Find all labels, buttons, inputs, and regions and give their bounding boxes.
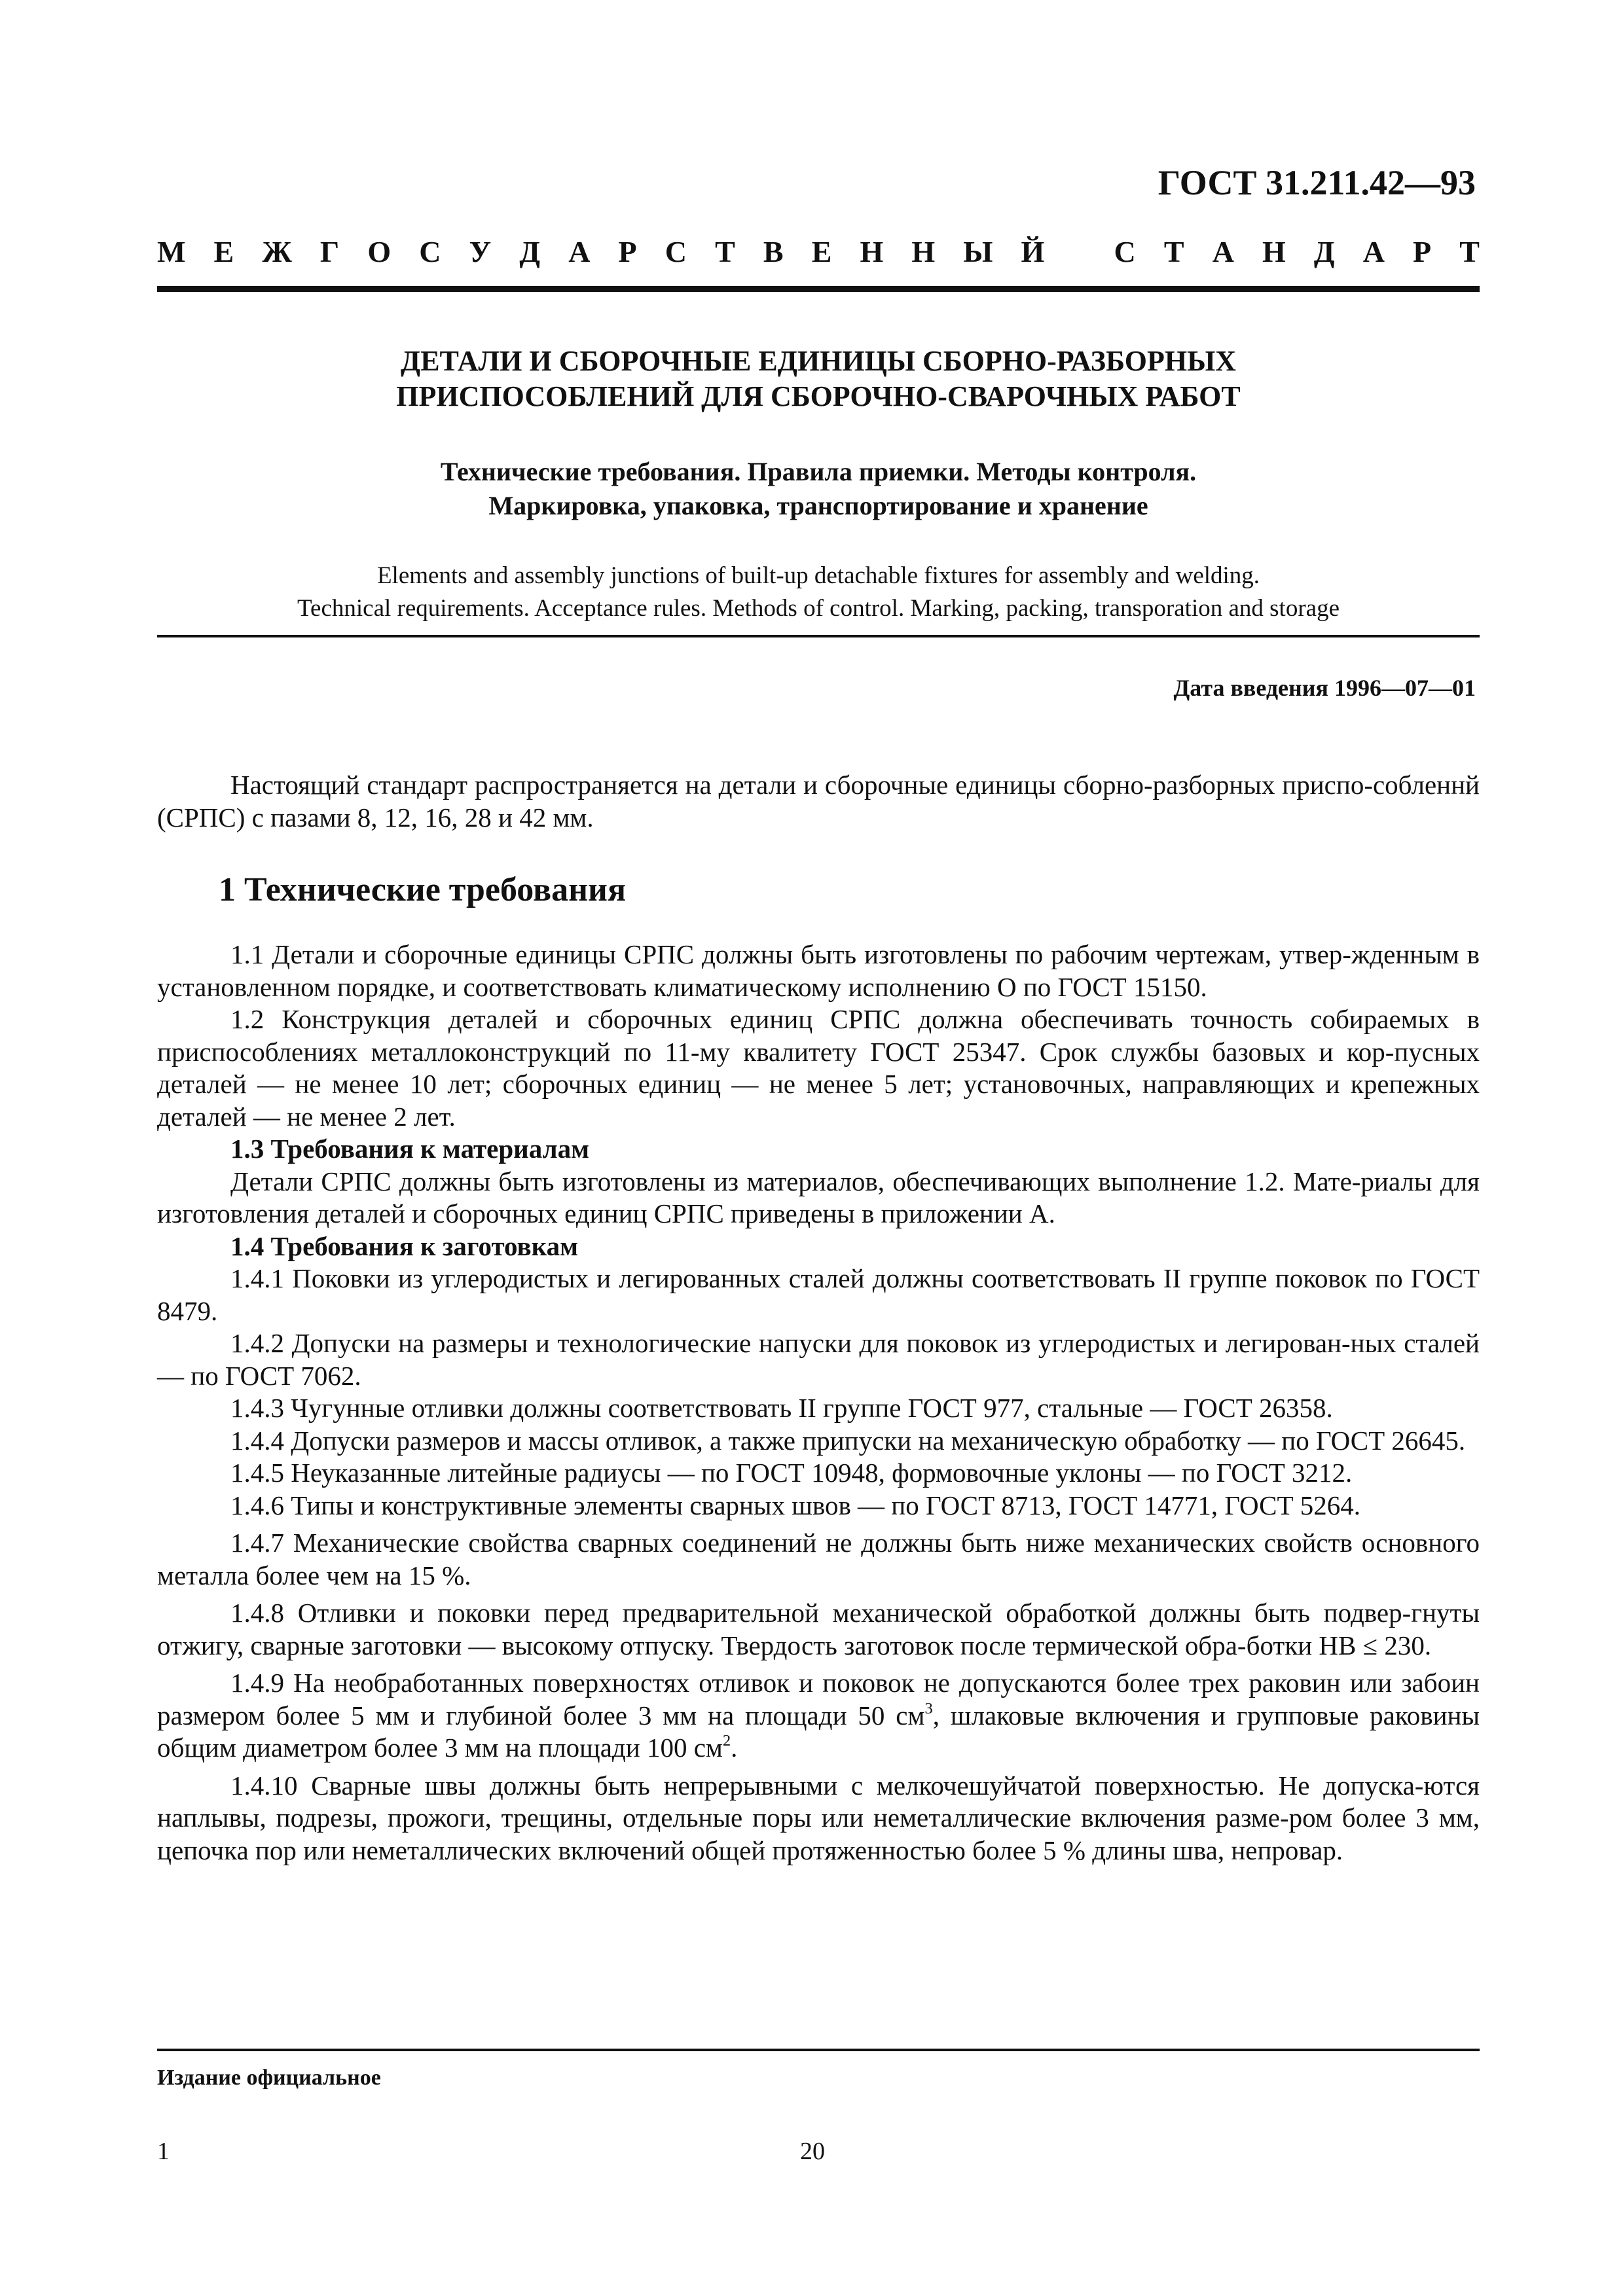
banner-letter: Е bbox=[213, 235, 234, 268]
paragraph-1-4-3: 1.4.3 Чугунные отливки должны соответствовать II группе ГОСТ 977, стальные — ГОСТ 26358. bbox=[230, 1393, 1333, 1423]
introduction-date: Дата введения 1996—07—01 bbox=[1173, 675, 1476, 701]
main-title-line-2: ПРИСПОСОБЛЕНИЙ ДЛЯ СБОРОЧНО-СВАРОЧНЫХ РАБОТ bbox=[396, 380, 1241, 412]
banner-letter: А bbox=[568, 235, 591, 268]
english-title bbox=[157, 560, 1480, 625]
paragraph-1-4-4: 1.4.4 Допуски размеров и массы отливок, а также припуски на механическую обработку — по ГОСТ 26645. bbox=[230, 1425, 1466, 1456]
paragraph-1-4-9-part-1: 1.4.9 На необработанных поверхностях отливок и поковок не допускаются более трех раковин или забоин размером более 5 мм и глубиной более 3 мм на площади 50 см bbox=[157, 1668, 1480, 1731]
footer-rule bbox=[157, 2049, 1480, 2051]
banner-letter: Н bbox=[1262, 235, 1286, 268]
body-text bbox=[157, 769, 1480, 1867]
intro-paragraph: Настоящий стандарт распространяется на детали и сборочные единицы сборно-разборных приспо-собленнй (СРПС) с пазами 8, 12, 16, 28 и 42 мм. bbox=[157, 770, 1480, 833]
banner-letter: М bbox=[157, 235, 186, 268]
banner-letter: Н bbox=[911, 235, 936, 268]
page-number: 20 bbox=[800, 2138, 825, 2165]
banner-letter: Т bbox=[1459, 235, 1480, 268]
paragraph-1-4-7: 1.4.7 Механические свойства сварных соединений не должны быть ниже механических свойств основного металла более чем на 15 %. bbox=[157, 1528, 1480, 1590]
paragraph-1-4-1: 1.4.1 Поковки из углеродистых и легированных сталей должны соответствовать II группе поковок по ГОСТ 8479. bbox=[157, 1263, 1480, 1326]
banner-letter: У bbox=[469, 235, 492, 268]
paragraph-1-4-9-part-3: . bbox=[731, 1732, 738, 1763]
banner-letter: С bbox=[1114, 235, 1136, 268]
banner-letter: Т bbox=[715, 235, 735, 268]
superscript-3: 3 bbox=[924, 1699, 933, 1717]
subsection-1-4-heading: 1.4 Требования к заготовкам bbox=[230, 1230, 579, 1261]
banner-letter: Н bbox=[860, 235, 884, 268]
title-rule bbox=[157, 635, 1480, 637]
main-title bbox=[157, 344, 1480, 414]
banner-letter: Р bbox=[618, 235, 637, 268]
banner-letter: А bbox=[1362, 235, 1385, 268]
banner-letter: Ж bbox=[262, 235, 292, 268]
interstate-standard-banner bbox=[157, 234, 1480, 269]
header-rule bbox=[157, 286, 1480, 292]
paragraph-1-2: 1.2 Конструкция деталей и сборочных единиц СРПС должна обеспечивать точность собираемых в приспособлениях металлоконструкций по 11-му квалитету ГОСТ 25347. Срок службы базовых и кор-пусных деталей — не менее 10 лет; сборочных единиц — не менее 5 лет; установочных, направляющих и крепежных деталей — не менее 2 лет. bbox=[157, 1004, 1480, 1132]
banner-letter: С bbox=[665, 235, 687, 268]
banner-letter: Г bbox=[319, 235, 340, 268]
paragraph-1-4-8: 1.4.8 Отливки и поковки перед предварительной механической обработкой должны быть подвер-гнуты отжигу, сварные заготовки — высокому отпуску. Твердость заготовок после термической обра-ботки НВ ≤ 230. bbox=[157, 1598, 1480, 1660]
banner-letter: Д bbox=[519, 235, 541, 268]
banner-gap bbox=[1072, 234, 1085, 269]
paragraph-1-4-2: 1.4.2 Допуски на размеры и технологические напуски для поковок из углеродистых и легирован-ных сталей — по ГОСТ 7062. bbox=[157, 1328, 1480, 1391]
subtitle bbox=[157, 455, 1480, 523]
banner-letter: О bbox=[367, 235, 392, 268]
paragraph-1-1: 1.1 Детали и сборочные единицы СРПС должны быть изготовлены по рабочим чертежам, утвер-жденным в установленном порядке, и соответствовать климатическому исполнению О по ГОСТ 15150. bbox=[157, 939, 1480, 1002]
banner-letter: Е bbox=[811, 235, 832, 268]
paragraph-1-4-5: 1.4.5 Неуказанные литейные радиусы — по ГОСТ 10948, формовочные уклоны — по ГОСТ 3212. bbox=[230, 1458, 1353, 1488]
banner-letter: С bbox=[419, 235, 441, 268]
main-title-line-1: ДЕТАЛИ И СБОРОЧНЫЕ ЕДИНИЦЫ СБОРНО-РАЗБОРНЫХ bbox=[400, 345, 1237, 377]
paragraph-1-4-10: 1.4.10 Сварные швы должны быть непрерывными с мелкочешуйчатой поверхностью. Не допуска-ются наплывы, подрезы, прожоги, трещины, отдельные поры или неметаллические включения разме-ром более 3 мм, цепочка пор или неметаллических включений общей протяженностью более 5 % длины шва, непровар. bbox=[157, 1770, 1480, 1865]
paragraph-1-4-9 bbox=[157, 1667, 1480, 1765]
standard-number: ГОСТ 31.211.42—93 bbox=[1158, 163, 1476, 202]
title-block bbox=[157, 344, 1480, 625]
banner-letter: В bbox=[763, 235, 784, 268]
footer-left-number: 1 bbox=[157, 2138, 170, 2165]
english-title-line-2: Technical requirements. Acceptance rules. Methods of control. Marking, packing, transporation and storage bbox=[297, 595, 1340, 622]
official-edition-label: Издание официальное bbox=[157, 2066, 381, 2090]
banner-letter: А bbox=[1212, 235, 1234, 268]
banner-letter: Й bbox=[1021, 235, 1045, 268]
banner-letter: Д bbox=[1313, 235, 1335, 268]
english-title-line-1: Elements and assembly junctions of built-up detachable fixtures for assembly and welding. bbox=[376, 562, 1260, 589]
banner-letter: Р bbox=[1413, 235, 1432, 268]
paragraph-1-4-9-part-2: , шлаковые включения и групповые раковины общим диаметром более 3 мм на площади 100 см bbox=[157, 1700, 1480, 1763]
superscript-2: 2 bbox=[722, 1731, 731, 1749]
paragraph-1-4-6: 1.4.6 Типы и конструктивные элементы сварных швов — по ГОСТ 8713, ГОСТ 14771, ГОСТ 5264. bbox=[230, 1490, 1361, 1520]
section-1-heading: 1 Технические требования bbox=[219, 871, 627, 908]
subtitle-line-1: Технические требования. Правила приемки. Методы контроля. bbox=[440, 457, 1197, 486]
subtitle-line-2: Маркировка, упаковка, транспортирование и хранение bbox=[488, 491, 1148, 520]
subsection-1-3-heading: 1.3 Требования к материалам bbox=[230, 1134, 590, 1164]
banner-letter: Т bbox=[1163, 235, 1184, 268]
paragraph-1-3: Детали СРПС должны быть изготовлены из материалов, обеспечивающих выполнение 1.2. Мате-риалы для изготовления деталей и сборочных единиц СРПС приведены в приложении А. bbox=[157, 1166, 1480, 1229]
banner-letter: Ы bbox=[963, 235, 993, 268]
